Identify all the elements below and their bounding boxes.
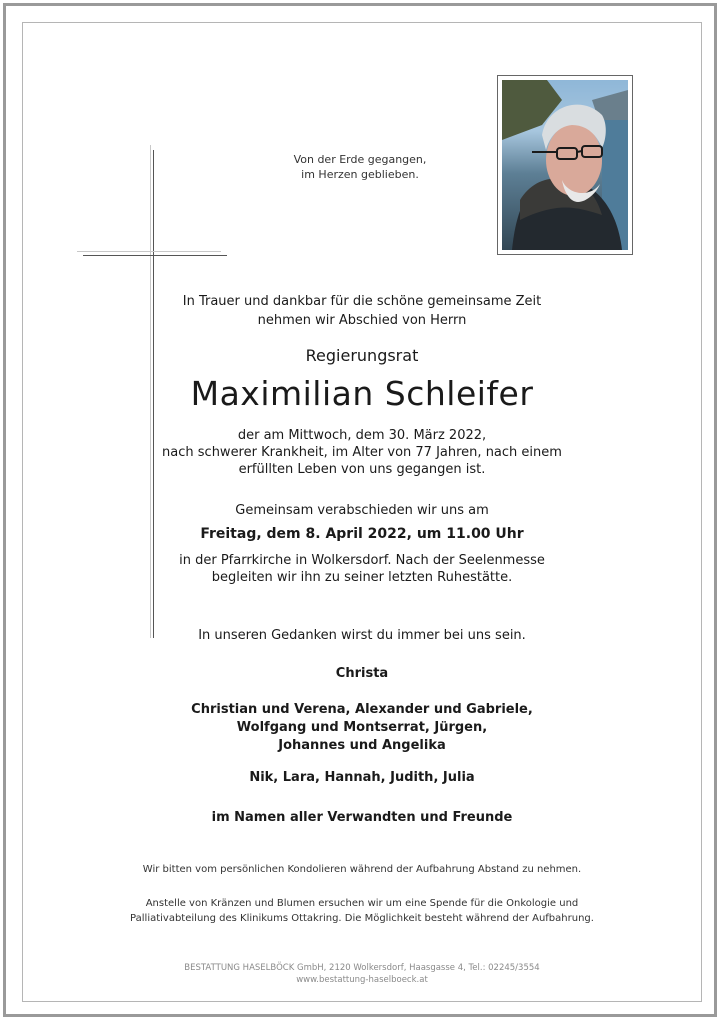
- children-line: Johannes und Angelika: [278, 738, 446, 753]
- honorary-title: Regierungsrat: [305, 346, 419, 365]
- motto-line: Von der Erde gegangen,: [293, 153, 427, 166]
- condolence-note: Wir bitten vom persönlichen Kondolieren während der Aufbahrung Abstand zu nehmen.: [142, 864, 582, 875]
- donation-line: Palliativabteilung des Klinikums Ottakring. Die Möglichkeit besteht während der Aufbahrung.: [130, 913, 594, 924]
- body-line: der am Mittwoch, dem 30. März 2022,: [237, 428, 487, 443]
- intro-line: In Trauer und dankbar für die schöne gemeinsame Zeit: [182, 294, 542, 309]
- memorial-quote: In unseren Gedanken wirst du immer bei uns sein.: [198, 628, 526, 643]
- death-notice-text: [100, 427, 624, 478]
- motto: [270, 152, 450, 182]
- farewell-intro: Gemeinsam verabschieden wir uns am: [235, 503, 489, 518]
- footer-address: BESTATTUNG HASELBÖCK GmbH, 2120 Wolkersdorf, Haasgasse 4, Tel.: 02245/3554: [184, 963, 540, 973]
- portrait-photo: [502, 80, 628, 250]
- church-line: in der Pfarrkirche in Wolkersdorf. Nach der Seelenmesse: [179, 553, 545, 568]
- children-line: Wolfgang und Montserrat, Jürgen,: [236, 720, 488, 735]
- farewell-date: Freitag, dem 8. April 2022, um 11.00 Uhr: [200, 526, 524, 542]
- mourner-children: [100, 701, 624, 755]
- church-text: [100, 552, 624, 586]
- church-line: begleiten wir ihn zu seiner letzten Ruhestätte.: [211, 570, 513, 585]
- portrait-frame: [497, 75, 633, 255]
- body-line: erfüllten Leben von uns gegangen ist.: [238, 462, 486, 477]
- deceased-name: Maximilian Schleifer: [190, 374, 534, 413]
- mourner-wife: Christa: [335, 666, 389, 681]
- funeral-home-footer: [100, 962, 624, 986]
- mourner-grandchildren: Nik, Lara, Hannah, Judith, Julia: [249, 770, 475, 785]
- body-line: nach schwerer Krankheit, im Alter von 77 Jahren, nach einem: [162, 445, 562, 460]
- intro-line: nehmen wir Abschied von Herrn: [257, 313, 467, 328]
- cross-horizontal-beam: [77, 251, 227, 256]
- donation-note: [100, 896, 624, 926]
- mourner-others: im Namen aller Verwandten und Freunde: [211, 810, 513, 825]
- footer-website: www.bestattung-haselboeck.at: [296, 975, 428, 985]
- motto-line: im Herzen geblieben.: [301, 168, 419, 181]
- intro-text: [100, 292, 624, 330]
- donation-line: Anstelle von Kränzen und Blumen ersuchen wir um eine Spende für die Onkologie und: [145, 898, 579, 909]
- children-line: Christian und Verena, Alexander und Gabriele,: [191, 702, 533, 717]
